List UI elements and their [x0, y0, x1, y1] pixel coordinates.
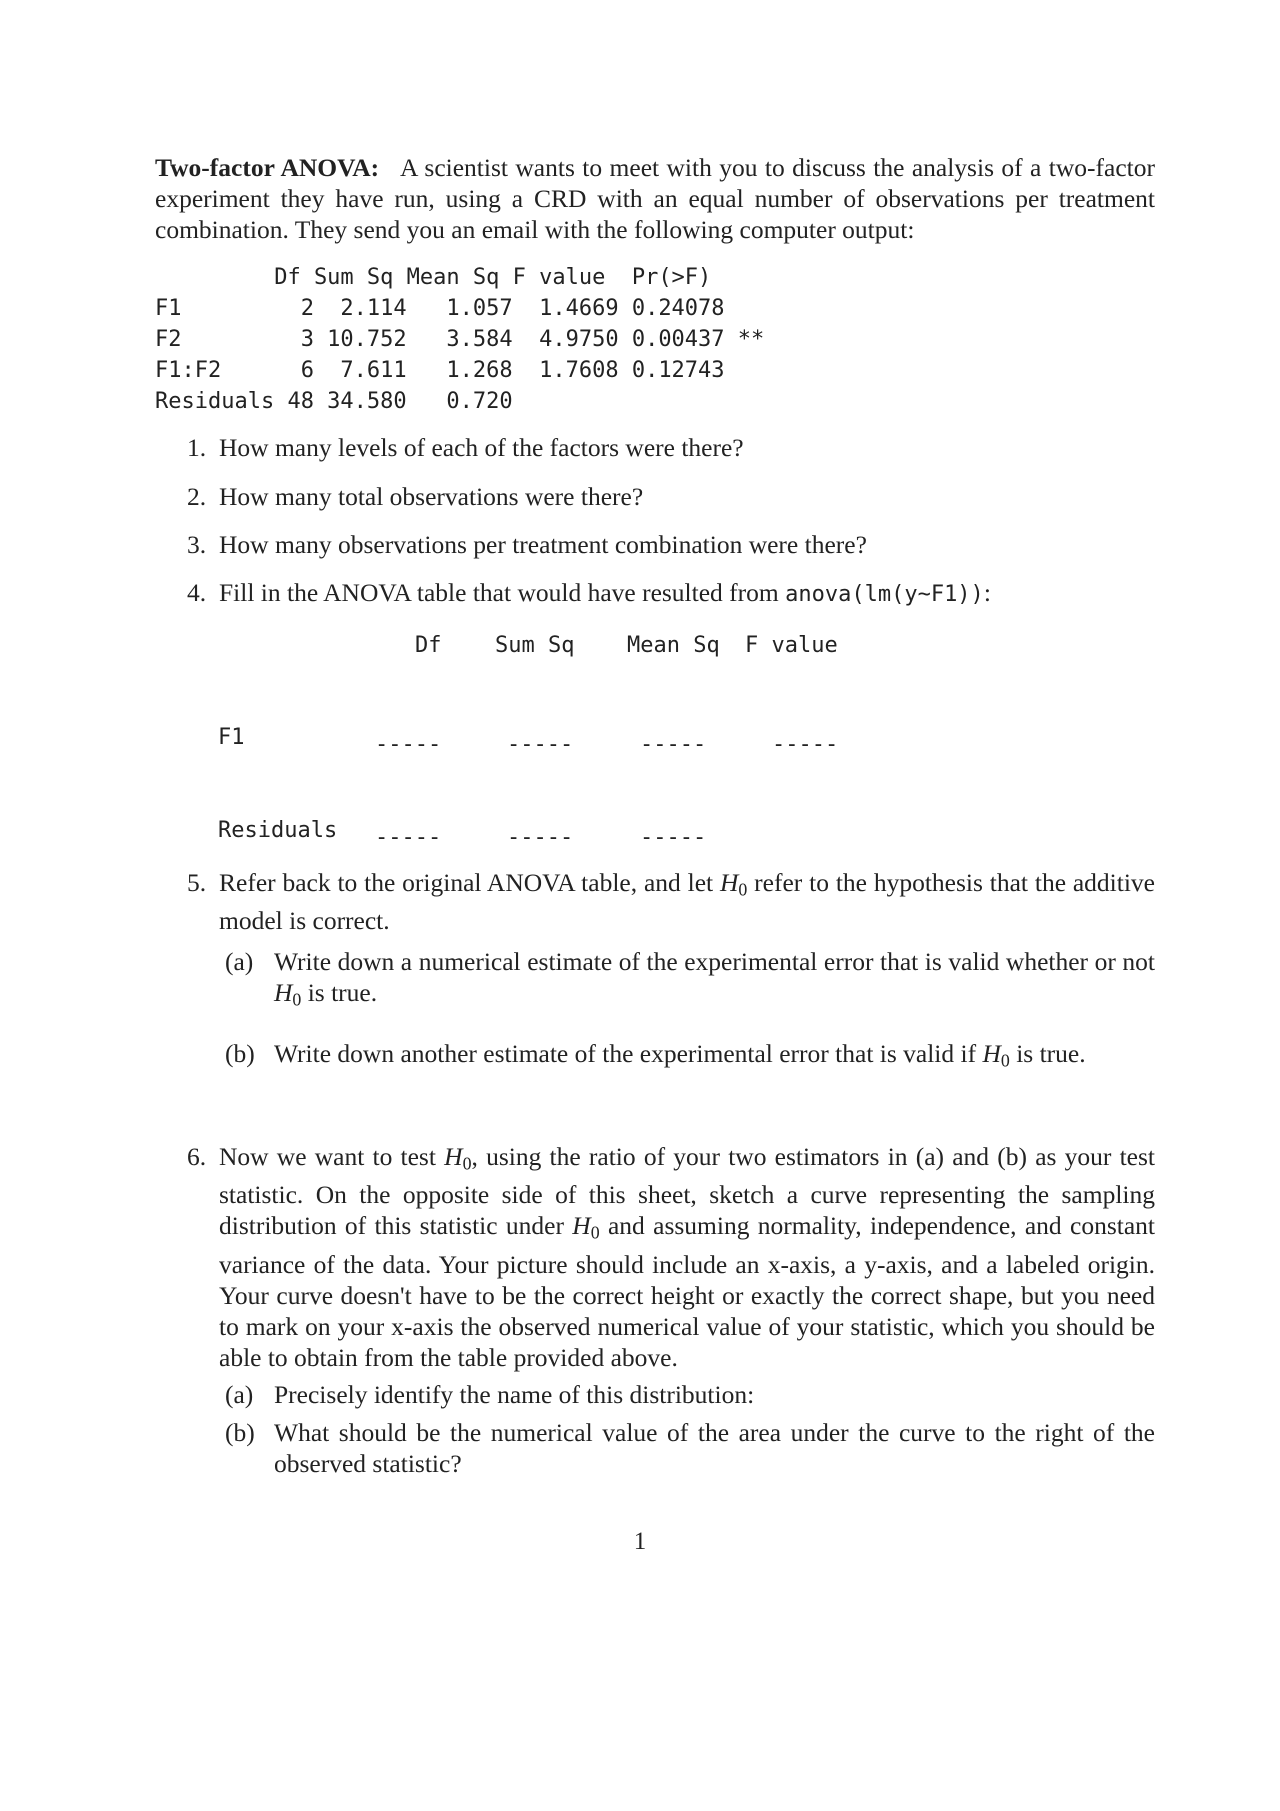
- question-number: 6.: [187, 1142, 207, 1171]
- anova-output-row: F1 2 2.114 1.057 1.4669 0.24078: [155, 296, 725, 321]
- question-text: How many observations per treatment combination were there?: [219, 530, 867, 559]
- question-text: What should be the numerical value of the area under the curve to the right of the observed statistic?: [274, 1418, 1155, 1478]
- table-header-df: Df: [415, 633, 442, 658]
- question-text: How many levels of each of the factors were there?: [219, 433, 744, 462]
- question-text-part: Fill in the ANOVA table that would have resulted from: [219, 578, 779, 607]
- anova-output: [155, 262, 764, 417]
- anova-output-row: F2 3 10.752 3.584 4.9750 0.00437 **: [155, 327, 765, 352]
- question-number: 5.: [187, 868, 207, 897]
- question-text: Write down a numerical estimate of the experimental error that is valid whether or not $H_0$ is true.: [274, 947, 1155, 1010]
- blank-residuals-sum-sq: -----: [507, 825, 574, 850]
- table-row-label-f1: F1: [218, 725, 245, 750]
- blank-residuals-df: -----: [375, 825, 442, 850]
- table-header-f-value: F value: [745, 633, 838, 658]
- question-number: 3.: [187, 530, 207, 559]
- intro-text: A scientist wants to meet with you to discuss the analysis of a two-factor experiment they have run, using a CRD with an equal number of observations per treatment combination. They send you an email with the following computer output:: [155, 153, 1155, 244]
- question-text: Refer back to the original ANOVA table, and let $H_0$ refer to the hypothesis that the additive model is correct.: [219, 868, 1156, 936]
- question-6b: [225, 1417, 1155, 1481]
- question-text: [219, 577, 1155, 610]
- blank-f1-mean-sq: -----: [640, 732, 707, 757]
- question-text-part: :: [983, 578, 991, 607]
- question-number: (a): [225, 947, 254, 976]
- intro-heading: Two-factor ANOVA:: [155, 153, 380, 182]
- blank-f1-df: -----: [375, 732, 442, 757]
- question-5a: [225, 946, 1155, 1010]
- intro-paragraph: [155, 152, 1155, 245]
- table-row-label-residuals: Residuals: [218, 818, 338, 843]
- blank-f1-f-value: -----: [772, 732, 839, 757]
- table-header-mean-sq: Mean Sq: [627, 633, 720, 658]
- question-text: How many total observations were there?: [219, 482, 644, 511]
- question-number: 1.: [187, 433, 207, 462]
- question-text: Write down another estimate of the experimental error that is valid if $H_0$ is true.: [274, 1039, 1086, 1071]
- question-number: (b): [225, 1418, 255, 1447]
- r-code: anova(lm(y~F1)): [785, 582, 984, 607]
- question-number: (a): [225, 1380, 254, 1409]
- anova-output-row: F1:F2 6 7.611 1.268 1.7608 0.12743: [155, 358, 725, 383]
- anova-output-row: Residuals 48 34.580 0.720: [155, 389, 513, 414]
- question-number: 2.: [187, 482, 207, 511]
- anova-output-header: Df Sum Sq Mean Sq F value Pr(>F): [155, 265, 712, 290]
- table-header-sum-sq: Sum Sq: [495, 633, 575, 658]
- page-number: 1: [633, 1528, 647, 1555]
- question-text: Now we want to test $H_0$, using the ratio of your two estimators in (a) and (b) as your test statistic. On the opposite side of this sheet, sketch a curve representing the sampling distribution of this statistic under $H_0$ and assuming normality, independence, and constant variance of the data. Your picture should include an x-axis, a y-axis, and a labeled origin. Your curve doesn't have to be the correct height or exactly the correct shape, but you need to mark on your x-axis the observed numerical value of your statistic, which you should be able to obtain from the table provided above.: [219, 1142, 1155, 1372]
- blank-f1-sum-sq: -----: [507, 732, 574, 757]
- question-5: [187, 867, 1156, 936]
- blank-residuals-mean-sq: -----: [640, 825, 707, 850]
- question-number: 4.: [187, 578, 207, 607]
- question-number: (b): [225, 1039, 255, 1068]
- question-text: Precisely identify the name of this distribution:: [274, 1380, 755, 1409]
- question-6: [187, 1141, 1155, 1372]
